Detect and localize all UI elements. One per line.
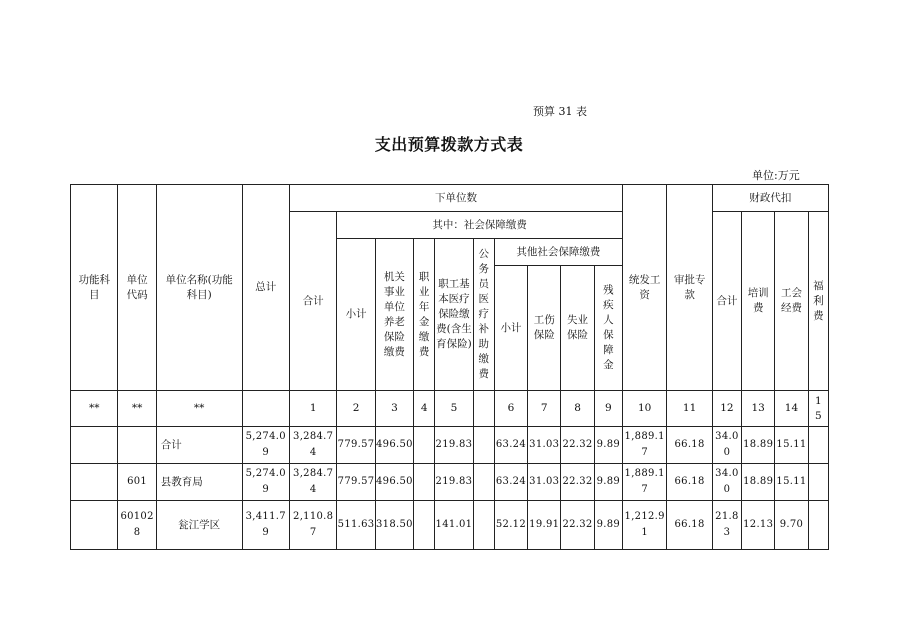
index-cell: 9 <box>594 391 622 427</box>
table-row <box>71 427 829 464</box>
index-cell: 4 <box>414 391 435 427</box>
index-cell: 1 <box>289 391 336 427</box>
cell-func <box>71 427 118 464</box>
index-cell: ** <box>71 391 118 427</box>
cell-injury: 31.03 <box>528 427 561 464</box>
cell-welfare <box>808 464 828 501</box>
cell-code: 601028 <box>118 501 156 550</box>
cell-name: 合计 <box>156 427 242 464</box>
cell-fiscal-total: 21.83 <box>712 501 741 550</box>
cell-medical: 141.01 <box>435 501 473 550</box>
cell-total: 3,411.79 <box>242 501 289 550</box>
cell-approved: 66.18 <box>667 501 712 550</box>
index-row <box>71 391 829 427</box>
header-fiscal-deduction: 财政代扣 <box>712 185 828 212</box>
cell-disabled: 9.89 <box>594 501 622 550</box>
cell-unemployment: 22.32 <box>561 464 594 501</box>
cell-total: 5,274.09 <box>242 464 289 501</box>
index-cell: 13 <box>742 391 775 427</box>
cell-social-subtotal: 511.63 <box>337 501 375 550</box>
header-social-subtotal: 小计 <box>337 239 375 391</box>
cell-civil-medical <box>473 464 494 501</box>
cell-pension: 318.50 <box>375 501 413 550</box>
index-cell: 10 <box>622 391 666 427</box>
cell-social-subtotal: 779.57 <box>337 464 375 501</box>
cell-name: 县教育局 <box>156 464 242 501</box>
cell-social-subtotal: 779.57 <box>337 427 375 464</box>
cell-medical: 219.83 <box>435 427 473 464</box>
cell-annuity <box>414 501 435 550</box>
cell-union: 9.70 <box>775 501 808 550</box>
cell-annuity <box>414 464 435 501</box>
index-cell: 8 <box>561 391 594 427</box>
index-cell <box>473 391 494 427</box>
header-func-subject: 功能科目 <box>71 185 118 391</box>
header-basic-medical: 职工基本医疗保险缴费(含生育保险) <box>435 239 473 391</box>
header-civil-servant-medical: 公务员医疗补助缴费 <box>473 239 494 391</box>
cell-subtotal: 3,284.74 <box>289 464 336 501</box>
header-other-subtotal: 小计 <box>494 266 527 391</box>
header-welfare-fee: 福利费 <box>808 212 828 391</box>
header-unemployment-insurance: 失业保险 <box>561 266 594 391</box>
cell-func <box>71 464 118 501</box>
cell-fiscal-total: 34.00 <box>712 427 741 464</box>
index-cell: 15 <box>808 391 828 427</box>
cell-civil-medical <box>473 427 494 464</box>
index-cell: ** <box>156 391 242 427</box>
cell-annuity <box>414 427 435 464</box>
cell-salary: 1,889.17 <box>622 427 666 464</box>
cell-code: 601 <box>118 464 156 501</box>
header-training-fee: 培训费 <box>742 212 775 391</box>
header-disabled-fund: 残疾人保障金 <box>594 266 622 391</box>
form-number: 预算 31 表 <box>533 105 587 118</box>
cell-disabled: 9.89 <box>594 464 622 501</box>
header-other-social: 其他社会保障缴费 <box>494 239 622 266</box>
cell-approved: 66.18 <box>667 464 712 501</box>
cell-other-subtotal: 52.12 <box>494 501 527 550</box>
index-cell: 5 <box>435 391 473 427</box>
page-title: 支出预算拨款方式表 <box>374 135 524 154</box>
cell-other-subtotal: 63.24 <box>494 464 527 501</box>
index-cell: 6 <box>494 391 527 427</box>
cell-salary: 1,212.91 <box>622 501 666 550</box>
index-cell: 3 <box>375 391 413 427</box>
header-unit-name: 单位名称(功能科目) <box>156 185 242 391</box>
cell-code <box>118 427 156 464</box>
cell-medical: 219.83 <box>435 464 473 501</box>
cell-union: 15.11 <box>775 427 808 464</box>
cell-training: 18.89 <box>742 427 775 464</box>
table-row <box>71 501 829 550</box>
cell-salary: 1,889.17 <box>622 464 666 501</box>
cell-welfare <box>808 427 828 464</box>
cell-pension: 496.50 <box>375 464 413 501</box>
header-social-security: 其中：社会保障缴费 <box>337 212 623 239</box>
budget-table <box>70 184 829 550</box>
header-lower-units: 下单位数 <box>289 185 622 212</box>
cell-injury: 19.91 <box>528 501 561 550</box>
cell-func <box>71 501 118 550</box>
index-cell <box>242 391 289 427</box>
cell-training: 18.89 <box>742 464 775 501</box>
cell-welfare <box>808 501 828 550</box>
header-union-fee: 工会经费 <box>775 212 808 391</box>
cell-injury: 31.03 <box>528 464 561 501</box>
table-row <box>71 464 829 501</box>
cell-union: 15.11 <box>775 464 808 501</box>
cell-unemployment: 22.32 <box>561 427 594 464</box>
header-unit-code: 单位代码 <box>118 185 156 391</box>
header-occupational-annuity: 职业年金缴费 <box>414 239 435 391</box>
cell-approved: 66.18 <box>667 427 712 464</box>
index-cell: 11 <box>667 391 712 427</box>
cell-subtotal: 3,284.74 <box>289 427 336 464</box>
cell-unemployment: 22.32 <box>561 501 594 550</box>
header-approved-funds: 审批专款 <box>667 185 712 391</box>
cell-disabled: 9.89 <box>594 427 622 464</box>
header-injury-insurance: 工伤保险 <box>528 266 561 391</box>
cell-subtotal: 2,110.87 <box>289 501 336 550</box>
index-cell: 14 <box>775 391 808 427</box>
index-cell: 2 <box>337 391 375 427</box>
index-cell: 12 <box>712 391 741 427</box>
cell-training: 12.13 <box>742 501 775 550</box>
header-total: 总计 <box>242 185 289 391</box>
cell-civil-medical <box>473 501 494 550</box>
cell-fiscal-total: 34.00 <box>712 464 741 501</box>
index-cell: 7 <box>528 391 561 427</box>
cell-other-subtotal: 63.24 <box>494 427 527 464</box>
header-agency-pension: 机关事业单位养老保险缴费 <box>375 239 413 391</box>
unit-label: 单位:万元 <box>752 169 800 182</box>
index-cell: ** <box>118 391 156 427</box>
cell-total: 5,274.09 <box>242 427 289 464</box>
header-lower-subtotal: 合计 <box>289 212 336 391</box>
cell-pension: 496.50 <box>375 427 413 464</box>
header-unified-salary: 统发工资 <box>622 185 666 391</box>
cell-name: 瓮江学区 <box>156 501 242 550</box>
header-fiscal-total: 合计 <box>712 212 741 391</box>
